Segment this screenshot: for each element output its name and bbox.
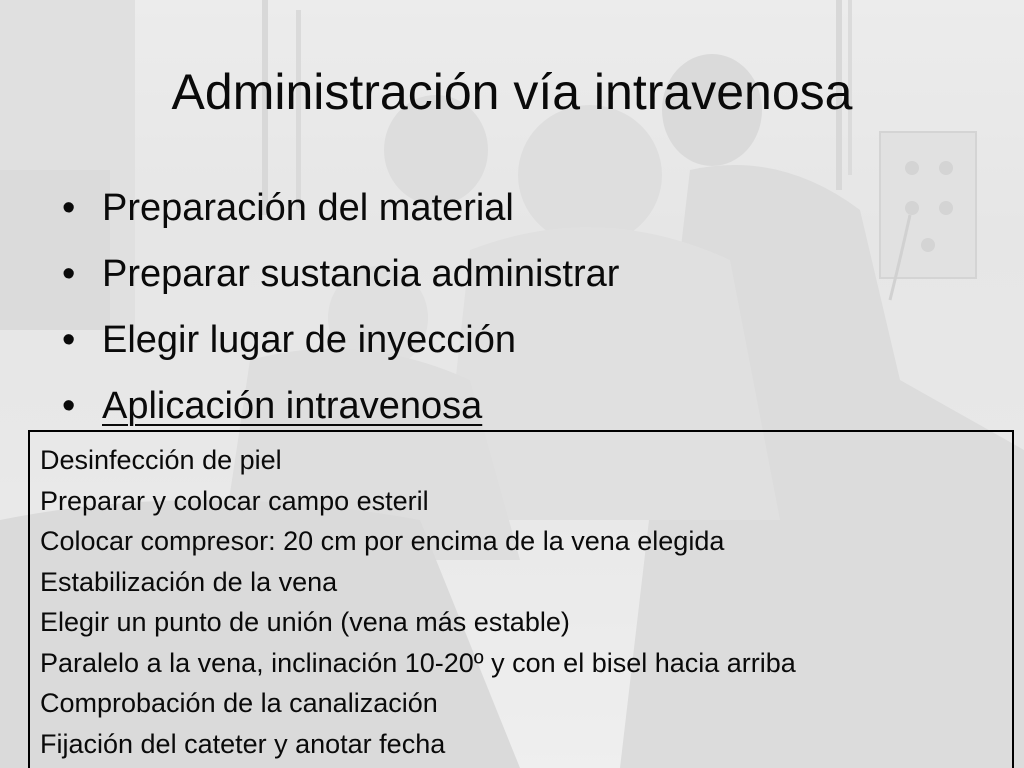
bullet-text: Preparar sustancia administrar <box>102 253 620 295</box>
step-line: Fijación del cateter y anotar fecha <box>40 728 446 759</box>
step-line: Desinfección de piel <box>40 445 282 475</box>
step-line: Colocar compresor: 20 cm por encima de la vena elegida <box>40 526 725 556</box>
bullet-item <box>62 318 619 362</box>
bullet-glyph: • <box>62 385 76 427</box>
bullet-text: Elegir lugar de inyección <box>102 319 517 361</box>
step-line: Estabilización de la vena <box>40 566 338 597</box>
bullet-text-underlined: Aplicación intravenosa <box>102 385 483 427</box>
step-line: Elegir un punto de unión (vena más estable) <box>40 607 570 637</box>
procedure-steps-box <box>28 430 1014 768</box>
step-line: Preparar y colocar campo esteril <box>40 485 429 516</box>
bullet-glyph: • <box>62 187 76 229</box>
bullet-glyph: • <box>62 319 76 361</box>
step-line: Paralelo a la vena, inclinación 10-20º y con el bisel hacia arriba <box>40 647 796 678</box>
bullet-item <box>62 384 619 428</box>
bullet-glyph: • <box>62 253 76 295</box>
bullet-text: Preparación del material <box>102 187 514 229</box>
bullet-list <box>62 186 619 450</box>
bullet-item <box>62 252 619 296</box>
bullet-item <box>62 186 619 230</box>
slide-title: Administración vía intravenosa <box>171 64 853 120</box>
step-line: Comprobación de la canalización <box>40 688 438 718</box>
